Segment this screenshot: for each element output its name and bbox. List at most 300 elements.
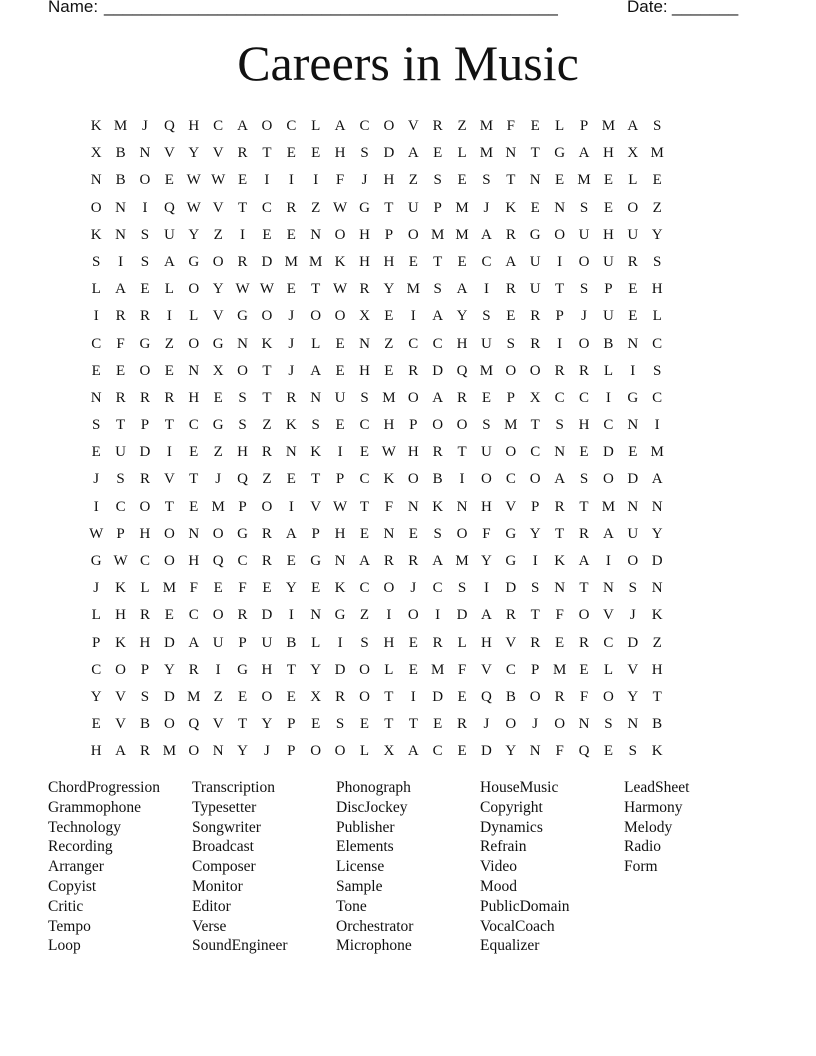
grid-letter: S	[238, 389, 247, 406]
grid-letter: N	[651, 498, 663, 515]
grid-letter: X	[627, 145, 639, 162]
grid-letter: I	[630, 362, 636, 379]
grid-letter: F	[335, 172, 345, 189]
grid-letter: O	[261, 498, 273, 515]
grid-letter: F	[116, 335, 125, 352]
grid-letter: V	[407, 118, 419, 134]
grid-letter: H	[481, 634, 492, 651]
grid-letter: N	[188, 525, 200, 542]
grid-letter: E	[603, 743, 613, 760]
grid-letter: A	[554, 471, 566, 488]
grid-letter: J	[532, 716, 539, 733]
grid-letter: S	[653, 362, 662, 379]
grid-letter: D	[334, 661, 346, 678]
grid-letter: N	[627, 417, 639, 434]
grid-row	[84, 575, 732, 602]
grid-row	[84, 331, 732, 358]
grid-letter: W	[186, 172, 201, 189]
grid-letter: T	[189, 471, 199, 488]
grid-letter: F	[506, 118, 515, 134]
grid-letter: N	[310, 389, 322, 406]
grid-letter: Y	[651, 525, 663, 542]
name-label: Name:	[48, 0, 99, 16]
grid-letter: O	[139, 362, 151, 379]
grid-letter: Z	[213, 688, 223, 705]
grid-letter: A	[481, 607, 492, 624]
grid-letter: H	[651, 281, 663, 298]
grid-letter: O	[529, 471, 541, 488]
grid-letter: A	[163, 253, 175, 270]
grid-letter: M	[162, 580, 177, 597]
grid-letter: N	[310, 607, 322, 624]
grid-letter: Y	[261, 716, 273, 733]
grid-letter: A	[432, 389, 444, 406]
grid-letter: O	[310, 308, 322, 325]
grid-letter: Q	[163, 118, 175, 134]
grid-letter: J	[581, 308, 587, 325]
grid-letter: W	[259, 281, 275, 298]
grid-letter: O	[359, 661, 370, 678]
grid-letter: M	[430, 226, 445, 243]
grid-letter: M	[113, 118, 128, 134]
grid-letter: K	[651, 607, 663, 624]
grid-letter: U	[529, 281, 541, 298]
grid-letter: J	[93, 580, 100, 597]
grid-letter: O	[212, 607, 224, 624]
grid-letter: V	[505, 498, 517, 515]
grid-letter: C	[505, 471, 516, 488]
grid-letter: J	[288, 335, 295, 352]
grid-letter: P	[287, 716, 296, 733]
grid-letter: V	[115, 688, 126, 705]
grid-letter: J	[410, 580, 417, 597]
grid-letter: P	[116, 525, 125, 542]
grid-letter: S	[653, 253, 662, 270]
grid-letter: B	[603, 335, 614, 352]
grid-letter: Y	[310, 661, 322, 678]
grid-letter: A	[188, 634, 200, 651]
grid-letter: T	[262, 145, 272, 162]
grid-letter: O	[163, 553, 175, 569]
grid-letter: N	[90, 389, 102, 406]
grid-letter: T	[164, 498, 174, 515]
grid-letter: W	[186, 199, 201, 216]
grid-letter: M	[309, 253, 323, 270]
grid-letter: M	[284, 253, 298, 270]
grid-letter: I	[410, 688, 416, 705]
grid-letter: O	[505, 362, 517, 379]
grid-letter: U	[115, 444, 126, 461]
grid-letter: J	[142, 118, 148, 134]
grid-letter: P	[287, 743, 296, 760]
word-bank-item: Publisher	[336, 818, 395, 836]
grid-letter: C	[359, 118, 370, 134]
grid-letter: O	[212, 253, 224, 270]
grid-row	[84, 711, 732, 738]
grid-letter: U	[334, 389, 346, 406]
grid-letter: S	[433, 281, 442, 298]
grid-letter: V	[212, 199, 224, 216]
grid-letter: E	[506, 308, 516, 325]
grid-letter: H	[602, 226, 614, 243]
grid-letter: I	[215, 661, 221, 678]
grid-letter: S	[457, 580, 467, 597]
grid-letter: O	[188, 281, 200, 298]
word-bank-item: Orchestrator	[336, 917, 414, 935]
grid-letter: Y	[383, 281, 395, 298]
grid-letter: O	[261, 688, 273, 705]
grid-letter: C	[579, 389, 590, 406]
grid-letter: C	[530, 444, 541, 461]
grid-letter: Z	[359, 607, 370, 624]
grid-letter: G	[359, 199, 370, 216]
grid-letter: I	[557, 335, 563, 352]
grid-letter: Q	[578, 743, 590, 760]
grid-letter: K	[90, 118, 102, 134]
grid-letter: W	[381, 444, 396, 461]
grid-letter: U	[163, 226, 175, 243]
grid-letter: T	[579, 498, 589, 515]
grid-letter: R	[139, 389, 150, 406]
grid-letter: E	[237, 172, 248, 189]
grid-letter: S	[360, 634, 369, 651]
grid-letter: S	[335, 716, 345, 733]
grid-letter: B	[286, 634, 297, 651]
grid-letter: I	[288, 607, 294, 624]
grid-letter: E	[91, 444, 101, 461]
word-bank-item: Typesetter	[192, 798, 257, 816]
date-blank-line: _______	[672, 0, 739, 16]
word-bank-item: Loop	[48, 937, 81, 955]
grid-letter: H	[383, 634, 395, 651]
grid-letter: H	[359, 226, 370, 243]
grid-letter: E	[311, 580, 321, 597]
grid-letter: A	[651, 471, 663, 488]
grid-letter: O	[481, 471, 492, 488]
grid-letter: S	[628, 580, 637, 597]
grid-letter: Z	[408, 172, 418, 189]
grid-letter: J	[93, 471, 100, 488]
grid-letter: R	[432, 118, 443, 134]
grid-letter: R	[554, 688, 565, 705]
grid-letter: T	[359, 498, 370, 515]
grid-letter: T	[457, 444, 467, 461]
grid-letter: D	[163, 688, 175, 705]
grid-letter: D	[651, 553, 663, 569]
grid-letter: K	[334, 580, 346, 597]
grid-letter: R	[530, 308, 541, 325]
grid-letter: M	[455, 226, 469, 243]
grid-letter: P	[238, 498, 247, 515]
grid-row	[84, 548, 732, 575]
grid-letter: H	[481, 498, 492, 515]
grid-letter: M	[382, 389, 396, 406]
grid-letter: O	[334, 743, 346, 760]
grid-letter: I	[483, 580, 489, 597]
grid-letter: T	[237, 199, 248, 216]
grid-letter: E	[91, 716, 101, 733]
grid-letter: N	[456, 498, 468, 515]
grid-letter: X	[529, 389, 541, 406]
grid-letter: I	[557, 253, 563, 270]
grid-letter: E	[652, 172, 662, 189]
grid-letter: V	[505, 634, 517, 651]
grid-letter: O	[334, 308, 346, 325]
grid-letter: C	[115, 498, 126, 515]
date-label: Date:	[627, 0, 668, 16]
grid-letter: E	[408, 661, 418, 678]
grid-letter: O	[163, 525, 175, 542]
letter-grid	[84, 113, 732, 766]
grid-letter: E	[262, 226, 272, 243]
word-bank-item: Elements	[336, 838, 394, 856]
grid-letter: J	[483, 716, 490, 733]
grid-letter: H	[334, 145, 346, 162]
grid-letter: S	[555, 417, 564, 434]
grid-letter: O	[261, 118, 273, 134]
grid-letter: L	[91, 281, 101, 298]
word-bank-item: VocalCoach	[480, 917, 555, 935]
grid-letter: R	[359, 281, 370, 298]
grid-letter: Q	[188, 716, 200, 733]
word-bank-item: HouseMusic	[480, 779, 559, 796]
grid-letter: P	[531, 661, 540, 678]
word-bank-item: Sample	[336, 877, 383, 895]
grid-letter: E	[433, 145, 443, 162]
word-bank-item: Form	[624, 858, 658, 876]
grid-letter: P	[579, 118, 589, 134]
grid-letter: N	[578, 716, 590, 733]
grid-letter: M	[601, 498, 616, 515]
grid-letter: B	[139, 716, 150, 733]
grid-letter: M	[187, 688, 201, 705]
grid-letter: I	[264, 172, 270, 189]
grid-letter: E	[530, 199, 540, 216]
grid-letter: A	[115, 743, 126, 760]
grid-letter: D	[432, 362, 444, 379]
grid-letter: I	[93, 308, 99, 325]
grid-letter: O	[554, 716, 566, 733]
grid-letter: M	[455, 199, 469, 216]
grid-letter: M	[211, 498, 225, 515]
word-bank-item: Composer	[192, 858, 256, 876]
grid-letter: I	[483, 281, 489, 298]
grid-letter: P	[140, 417, 150, 434]
grid-letter: S	[482, 417, 491, 434]
grid-letter: M	[162, 743, 177, 760]
grid-letter: B	[505, 688, 516, 705]
grid-letter: J	[361, 172, 368, 189]
grid-letter: S	[116, 471, 125, 488]
grid-letter: S	[604, 716, 613, 733]
grid-letter: S	[531, 580, 540, 597]
grid-letter: I	[605, 553, 611, 569]
grid-letter: R	[237, 145, 248, 162]
grid-letter: S	[92, 253, 101, 270]
grid-letter: F	[555, 743, 564, 760]
grid-letter: T	[262, 362, 272, 379]
grid-letter: R	[188, 661, 199, 678]
grid-letter: E	[335, 417, 345, 434]
grid-letter: L	[359, 743, 370, 760]
grid-letter: G	[237, 661, 248, 678]
word-bank-item: Grammophone	[48, 798, 141, 816]
grid-letter: N	[554, 444, 566, 461]
grid-letter: U	[602, 308, 614, 325]
grid-letter: H	[188, 118, 200, 134]
grid-letter: X	[359, 308, 370, 325]
grid-letter: I	[93, 498, 99, 515]
grid-letter: O	[310, 743, 322, 760]
grid-letter: O	[115, 661, 126, 678]
grid-letter: O	[529, 688, 541, 705]
grid-letter: H	[359, 253, 370, 270]
grid-letter: A	[627, 118, 639, 134]
grid-letter: M	[406, 281, 420, 298]
grid-letter: T	[262, 389, 272, 406]
grid-letter: D	[163, 634, 175, 651]
word-bank	[48, 778, 768, 956]
grid-letter: D	[383, 145, 395, 162]
grid-letter: G	[237, 525, 248, 542]
grid-letter: L	[555, 118, 565, 134]
grid-letter: K	[115, 580, 126, 597]
grid-letter: Z	[652, 199, 662, 216]
grid-letter: O	[432, 417, 444, 434]
word-bank-item: Video	[480, 858, 517, 876]
grid-letter: O	[505, 444, 517, 461]
grid-letter: R	[237, 607, 248, 624]
grid-letter: R	[139, 743, 150, 760]
word-bank-item: Microphone	[336, 937, 412, 955]
grid-letter: R	[164, 389, 175, 406]
grid-letter: W	[211, 172, 226, 189]
grid-letter: G	[237, 308, 248, 325]
grid-letter: R	[237, 253, 248, 270]
grid-letter: R	[505, 226, 516, 243]
grid-letter: M	[650, 145, 664, 162]
grid-letter: I	[386, 607, 392, 624]
grid-letter: Z	[262, 471, 272, 488]
grid-letter: O	[359, 688, 370, 705]
grid-letter: W	[333, 498, 348, 515]
grid-letter: A	[505, 253, 517, 270]
grid-letter: V	[115, 716, 126, 733]
grid-letter: P	[531, 498, 540, 515]
grid-letter: N	[651, 580, 663, 597]
grid-letter: C	[408, 335, 419, 352]
grid-letter: R	[432, 634, 443, 651]
grid-letter: R	[115, 389, 126, 406]
grid-letter: L	[140, 580, 150, 597]
grid-letter: S	[360, 389, 369, 406]
grid-letter: H	[334, 525, 346, 542]
grid-letter: I	[459, 471, 465, 488]
grid-letter: G	[139, 335, 151, 352]
grid-letter: O	[407, 607, 419, 624]
grid-letter: L	[457, 145, 467, 162]
grid-letter: G	[529, 226, 541, 243]
grid-letter: E	[116, 362, 126, 379]
grid-letter: A	[602, 525, 614, 542]
grid-letter: R	[286, 389, 297, 406]
grid-letter: U	[602, 253, 614, 270]
grid-letter: S	[433, 172, 442, 189]
grid-letter: G	[188, 253, 200, 270]
grid-letter: O	[554, 226, 566, 243]
grid-letter: E	[237, 688, 248, 705]
grid-letter: H	[139, 525, 151, 542]
grid-letter: D	[261, 253, 273, 270]
grid-letter: S	[579, 281, 589, 298]
grid-letter: N	[90, 172, 102, 189]
grid-letter: G	[334, 607, 346, 624]
grid-row	[84, 113, 732, 140]
grid-row	[84, 167, 732, 194]
grid-letter: U	[578, 226, 590, 243]
grid-letter: P	[140, 661, 150, 678]
grid-letter: E	[408, 634, 418, 651]
grid-letter: Y	[90, 688, 102, 705]
grid-letter: J	[215, 471, 222, 488]
grid-letter: H	[139, 634, 151, 651]
grid-letter: O	[578, 253, 590, 270]
grid-letter: O	[383, 118, 395, 134]
word-bank-item: Recording	[48, 838, 113, 856]
grid-letter: N	[627, 498, 639, 515]
grid-letter: P	[335, 471, 345, 488]
grid-letter: A	[334, 118, 346, 134]
grid-letter: M	[455, 553, 469, 569]
grid-letter: S	[579, 199, 589, 216]
word-bank-item: Phonograph	[336, 779, 411, 796]
grid-letter: E	[286, 471, 296, 488]
grid-letter: D	[505, 580, 517, 597]
word-bank-item: Tempo	[48, 917, 91, 935]
grid-letter: A	[285, 525, 297, 542]
grid-letter: J	[288, 362, 295, 379]
grid-letter: C	[261, 199, 272, 216]
grid-letter: Y	[456, 308, 468, 325]
grid-letter: L	[311, 634, 321, 651]
grid-letter: R	[408, 553, 419, 569]
grid-letter: D	[456, 607, 468, 624]
grid-letter: H	[90, 743, 102, 760]
grid-letter: I	[166, 308, 172, 325]
grid-row	[84, 195, 732, 222]
grid-letter: E	[384, 308, 394, 325]
grid-letter: R	[115, 308, 126, 325]
grid-letter: M	[650, 444, 664, 461]
grid-letter: T	[384, 688, 394, 705]
grid-letter: K	[285, 417, 297, 434]
grid-letter: Y	[188, 145, 200, 162]
grid-letter: I	[435, 607, 441, 624]
grid-letter: U	[481, 335, 492, 352]
grid-letter: C	[554, 389, 565, 406]
grid-letter: S	[653, 118, 662, 134]
grid-letter: O	[237, 362, 248, 379]
grid-letter: C	[652, 335, 663, 352]
grid-row	[84, 657, 732, 684]
grid-letter: N	[115, 199, 126, 216]
grid-letter: O	[90, 199, 102, 216]
grid-letter: M	[577, 172, 591, 189]
grid-letter: F	[482, 525, 491, 542]
grid-letter: E	[359, 444, 370, 461]
grid-letter: S	[140, 226, 150, 243]
grid-letter: H	[261, 661, 273, 678]
